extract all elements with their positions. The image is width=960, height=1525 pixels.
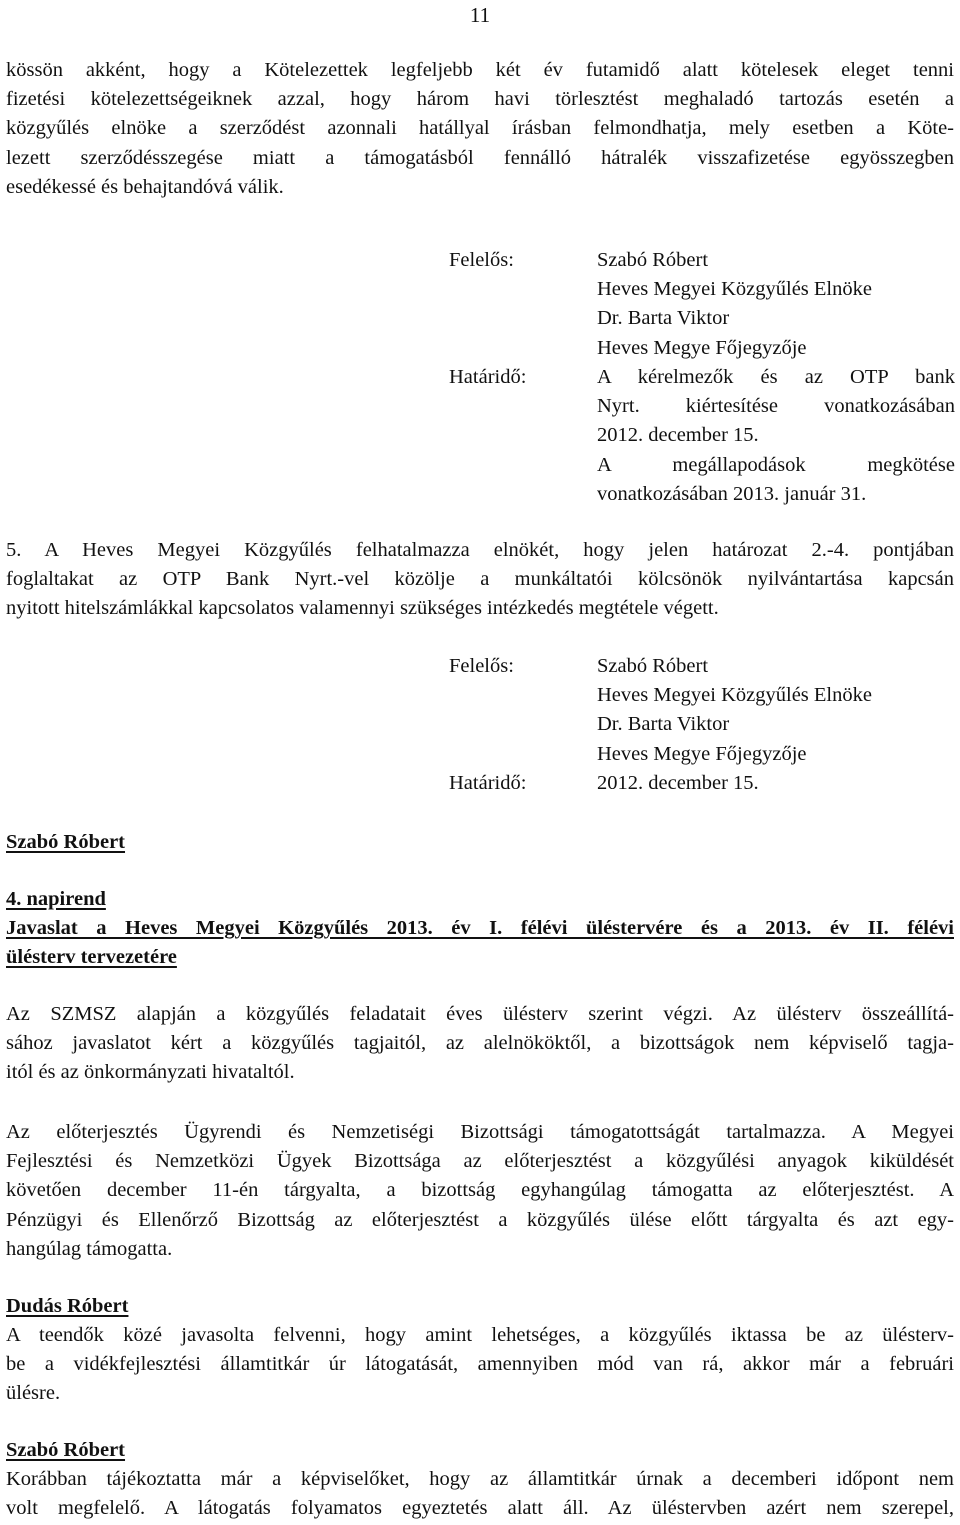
agenda-title-line: ülésterv tervezetére — [6, 946, 177, 969]
responsible-person-title: Heves Megye Főjegyzője — [597, 743, 807, 765]
felelos-label: Felelős: — [449, 655, 514, 677]
paragraph-line: Az előterjesztés Ügyrendi és Nemzetiségi Bizottsági támogatottságát tartalmazza. A Megyei — [6, 1121, 954, 1143]
paragraph-line: A teendők közé javasolta felvenni, hogy amint lehetséges, a közgyűlés iktassa be az ülésterv- — [6, 1324, 954, 1346]
responsible-person-name: Szabó Róbert — [597, 655, 709, 677]
paragraph-line: 5. A Heves Megyei Közgyűlés felhatalmazza elnökét, hogy jelen határozat 2.-4. pontjában — [6, 539, 954, 561]
point-5-paragraph — [6, 536, 954, 624]
agenda-title-line: Javaslat a Heves Megyei Közgyűlés 2013. év I. félévi üléstervére és a 2013. év II. félévi — [6, 917, 954, 939]
speaker-name: Szabó Róbert — [6, 1439, 126, 1461]
responsible-person-name: Dr. Barta Viktor — [597, 713, 730, 735]
responsible-person-title: Heves Megyei Közgyűlés Elnöke — [597, 278, 872, 300]
paragraph-line: foglaltakat az OTP Bank Nyrt.-vel közölje a munkáltatói kölcsönök nyilvántartása kapcsán — [6, 568, 954, 591]
deadline-date: 2012. december 15. — [597, 772, 759, 794]
deadline-line: Nyrt. kiértesítése vonatkozásában — [597, 395, 955, 417]
intro-paragraph — [6, 56, 954, 202]
hatarido-label: Határidő: — [449, 366, 527, 388]
paragraph-line: lezett szerződésszegése miatt a támogatásból fennálló hátralék visszafizetése egyösszegben — [6, 146, 954, 169]
paragraph-line: Korábban tájékoztatta már a képviselőket, hogy az államtitkár úrnak a decemberi időpont nem — [6, 1468, 954, 1490]
paragraph-line: kössön akként, hogy a Kötelezettek legfeljebb két év futamidő alatt kötelesek eleget tenni — [6, 59, 954, 81]
paragraph-line: Az SZMSZ alapján a közgyűlés feladatait éves ülésterv szerint végzi. Az ülésterv összeállítá- — [6, 1003, 954, 1025]
paragraph-line: Fejlesztési és Nemzetközi Ügyek Bizottsága az előterjesztést a közgyűlési anyagok kiküldését — [6, 1150, 954, 1173]
deadline-line: A kérelmezők és az OTP bank — [597, 366, 955, 388]
szmsz-paragraph — [6, 1000, 954, 1088]
szabo-paragraph — [6, 1465, 954, 1523]
paragraph-line: sához javaslatot kért a közgyűlés tagjaitól, az alelnököktől, a bizottságok nem képviselő tagja- — [6, 1032, 954, 1055]
page-number: 11 — [469, 3, 491, 27]
agenda-title — [6, 914, 954, 972]
responsible-person-name: Dr. Barta Viktor — [597, 307, 730, 329]
deadline-line: vonatkozásában 2013. január 31. — [597, 483, 867, 505]
responsibility-block-1 — [0, 246, 960, 516]
paragraph-line: Pénzügyi és Ellenőrző Bizottság az előterjesztést a közgyűlés ülése előtt tárgyalta és azt egy- — [6, 1208, 954, 1231]
felelos-label: Felelős: — [449, 249, 514, 271]
dudas-paragraph — [6, 1321, 954, 1409]
paragraph-line: itól és az önkormányzati hivataltól. — [6, 1061, 295, 1084]
deadline-line: 2012. december 15. — [597, 424, 759, 446]
responsible-person-name: Szabó Róbert — [597, 249, 709, 271]
paragraph-line: ülésre. — [6, 1382, 61, 1405]
paragraph-line: be a vidékfejlesztési államtitkár úr látogatását, amennyiben mód van rá, akkor már a februári — [6, 1353, 954, 1376]
paragraph-line: esedékessé és behajtandóvá válik. — [6, 175, 284, 198]
paragraph-line: követően december 11-én tárgyalta, a bizottság egyhangúlag támogatta az előterjesztést. A — [6, 1179, 954, 1202]
eloterjesztes-paragraph — [6, 1118, 954, 1264]
hatarido-label: Határidő: — [449, 772, 527, 794]
paragraph-line: közgyűlés elnöke a szerződést azonnali hatállyal írásban felmondhatja, mely esetben a Köte- — [6, 117, 954, 140]
speaker-name: Dudás Róbert — [6, 1295, 129, 1317]
responsible-person-title: Heves Megye Főjegyzője — [597, 337, 807, 359]
responsibility-block-2 — [0, 652, 960, 802]
deadline-line: A megállapodások megkötése — [597, 454, 955, 476]
paragraph-line: hangúlag támogatta. — [6, 1237, 173, 1260]
paragraph-line: nyitott hitelszámlákkal kapcsolatos valamennyi szükséges intézkedés megtétele végett. — [6, 597, 719, 620]
agenda-number: 4. napirend — [6, 888, 106, 910]
paragraph-line: fizetési kötelezettségeiknek azzal, hogy három havi törlesztést meghaladó tartozás esetén a — [6, 88, 954, 111]
responsible-person-title: Heves Megyei Közgyűlés Elnöke — [597, 684, 872, 706]
speaker-name: Szabó Róbert — [6, 831, 126, 853]
paragraph-line: volt megfelelő. A látogatás folyamatos egyeztetés alatt áll. Az üléstervben azért nem szerepel, — [6, 1497, 954, 1520]
